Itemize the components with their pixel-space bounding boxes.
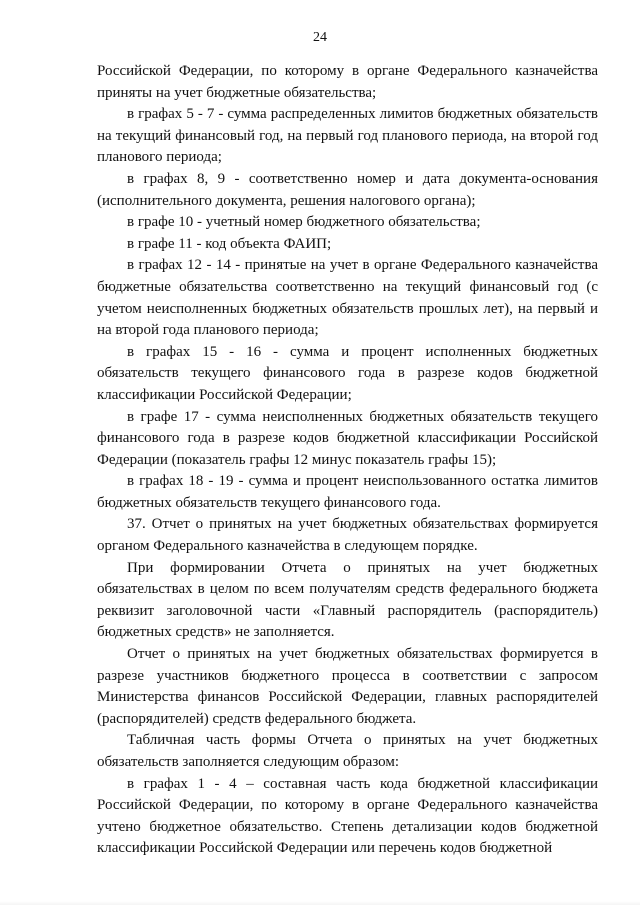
document-body xyxy=(97,61,598,860)
paragraph-column-17: в графе 17 - сумма неисполненных бюджетных обязательств текущего финансового года в разрезе кодов бюджетной классификации Российской Федерации (показатель графы 12 минус показатель графы 15); xyxy=(97,408,598,468)
page-bottom-edge xyxy=(0,901,640,905)
paragraph-columns-15-16: в графах 15 - 16 - сумма и процент исполненных бюджетных обязательств текущего финансового года в разрезе кодов бюджетной классификации Российской Федерации; xyxy=(97,343,598,403)
paragraph-forming-report: При формировании Отчета о принятых на учет бюджетных обязательствах в целом по всем получателям средств федерального бюджета реквизит заголовочной части «Главный распорядитель (распорядитель) бюджетных средств» не заполняется. xyxy=(97,559,598,641)
paragraph-table-part: Табличная часть формы Отчета о принятых на учет бюджетных обязательств заполняется следующим образом: xyxy=(97,732,598,770)
paragraph-column-10: в графе 10 - учетный номер бюджетного обязательства; xyxy=(127,214,481,231)
paragraph-columns-12-14: в графах 12 - 14 - принятые на учет в органе Федерального казначейства бюджетные обязательства соответственно на текущий финансовый год (с учетом неисполненных бюджетных обязательств прошлых лет), на первый и на второй года планового периода; xyxy=(97,257,598,339)
paragraph-columns-5-7: в графах 5 - 7 - сумма распределенных лимитов бюджетных обязательств на текущий финансовый год, на первый год планового периода, на второй год планового периода; xyxy=(97,106,598,166)
paragraph-column-11: в графе 11 - код объекта ФАИП; xyxy=(127,235,332,252)
paragraph-report-participants: Отчет о принятых на учет бюджетных обязательствах формируется в разрезе участников бюджетного процесса в соответствии с запросом Министерства финансов Российской Федерации, главных распорядителей (распорядителей) средств федерального бюджета. xyxy=(97,646,598,727)
paragraph-columns-8-9: в графах 8, 9 - соответственно номер и дата документа-основания (исполнительного документа, решения налогового органа); xyxy=(97,170,598,209)
paragraph-section-37: 37. Отчет о принятых на учет бюджетных обязательствах формируется органом Федерального казначейства в следующем порядке. xyxy=(97,516,598,555)
paragraph-columns-1-4: в графах 1 - 4 – составная часть кода бюджетной классификации Российской Федерации, по которому в органе Федерального казначейства учтено бюджетное обязательство. Степень детализации кодов бюджетной классификации Российской Федерации или перечень кодов бюджетной xyxy=(97,775,598,857)
paragraph-continuation: Российской Федерации, по которому в органе Федерального казначейства приняты на учет бюджетные обязательства; xyxy=(97,63,598,101)
page-number: 24 xyxy=(313,30,327,45)
paragraph-columns-18-19: в графах 18 - 19 - сумма и процент неиспользованного остатка лимитов бюджетных обязательств текущего финансового года. xyxy=(97,473,598,511)
